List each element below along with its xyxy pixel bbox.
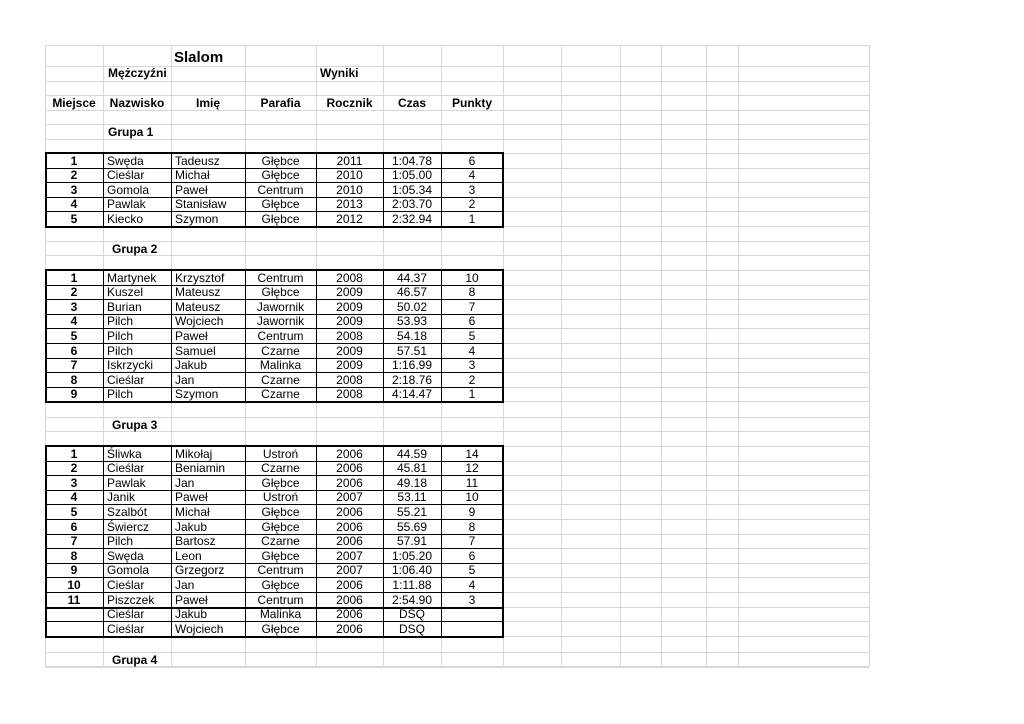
cell-year: 2010: [336, 183, 363, 197]
cell-year: 2006: [336, 520, 363, 534]
cell-surname: Cieślar: [107, 168, 145, 182]
category-label: Mężczyźni: [108, 66, 167, 80]
cell-points: 8: [468, 520, 476, 534]
cell-points: 12: [465, 461, 479, 475]
cell-place: 3: [70, 476, 78, 490]
cell-parish: Centrum: [257, 271, 304, 285]
cell-place: 10: [67, 578, 81, 592]
cell-parish: Głębce: [261, 168, 300, 182]
cell-name: Jan: [175, 373, 195, 387]
cell-place: 2: [70, 168, 78, 182]
cell-year: 2006: [336, 622, 363, 636]
cell-name: Jakub: [175, 520, 208, 534]
cell-points: 1: [468, 212, 476, 226]
cell-points: 6: [468, 154, 476, 168]
cell-parish: Głębce: [261, 622, 300, 636]
cell-name: Wojciech: [175, 314, 224, 328]
cell-time: 1:11.88: [392, 578, 432, 592]
column-header: Punkty: [451, 96, 492, 110]
cell-year: 2006: [336, 505, 363, 519]
cell-points: 7: [468, 534, 476, 548]
cell-surname: Janik: [107, 490, 136, 504]
cell-surname: Pilch: [107, 314, 134, 328]
cell-points: 6: [468, 549, 476, 563]
cell-year: 2006: [336, 534, 363, 548]
cell-surname: Cieślar: [107, 373, 145, 387]
cell-time: DSQ: [398, 607, 425, 621]
cell-surname: Swęda: [107, 549, 144, 563]
cell-time: 45.81: [396, 461, 428, 475]
cell-place: 2: [70, 285, 78, 299]
cell-points: 8: [468, 285, 476, 299]
cell-time: 1:05.20: [391, 549, 433, 563]
cell-points: 6: [468, 314, 476, 328]
cell-surname: Burian: [107, 300, 142, 314]
cell-parish: Centrum: [257, 563, 304, 577]
cell-name: Jan: [175, 578, 195, 592]
cell-time: 53.93: [396, 314, 428, 328]
cell-surname: Iskrzycki: [107, 358, 153, 372]
cell-place: 1: [70, 154, 78, 168]
cell-surname: Gomola: [107, 183, 150, 197]
cell-points: 10: [465, 271, 479, 285]
cell-year: 2006: [336, 447, 363, 461]
cell-parish: Głębce: [261, 505, 300, 519]
cell-time: DSQ: [398, 622, 425, 636]
cell-points: 2: [468, 197, 476, 211]
cell-parish: Centrum: [257, 593, 304, 607]
cell-parish: Malinka: [259, 607, 302, 621]
cell-time: 57.51: [396, 344, 428, 358]
cell-year: 2008: [336, 373, 363, 387]
cell-place: [45, 607, 103, 621]
column-header: Nazwisko: [109, 96, 165, 110]
group-label: Grupa 3: [112, 418, 158, 432]
cell-place: 1: [70, 447, 78, 461]
cell-name: Szymon: [175, 387, 219, 401]
cell-parish: Malinka: [259, 358, 302, 372]
cell-place: 4: [70, 490, 78, 504]
cell-points: 4: [468, 344, 476, 358]
cell-surname: Pilch: [107, 329, 134, 343]
cell-place: 7: [70, 534, 78, 548]
cell-name: Bartosz: [175, 534, 216, 548]
cell-name: Mateusz: [175, 300, 221, 314]
cell-time: 2:54.90: [391, 593, 433, 607]
cell-parish: Czarne: [261, 461, 300, 475]
cell-place: 9: [70, 563, 78, 577]
cell-name: Paweł: [175, 183, 208, 197]
cell-parish: Centrum: [257, 329, 304, 343]
cell-surname: Cieślar: [107, 622, 145, 636]
cell-year: 2006: [336, 476, 363, 490]
cell-year: 2006: [336, 461, 363, 475]
cell-year: 2010: [336, 168, 363, 182]
cell-points: 3: [468, 358, 476, 372]
cell-place: 6: [70, 344, 78, 358]
cell-place: 5: [70, 212, 78, 226]
cell-time: 44.37: [396, 271, 428, 285]
cell-year: 2006: [336, 593, 363, 607]
cell-name: Paweł: [175, 329, 208, 343]
cell-time: 1:04.78: [391, 154, 433, 168]
cell-surname: Pilch: [107, 387, 134, 401]
cell-place: 11: [67, 593, 81, 607]
cell-points: 11: [465, 476, 479, 490]
cell-name: Beniamin: [175, 461, 226, 475]
cell-points: [441, 607, 503, 621]
cell-place: 1: [70, 271, 78, 285]
grid-row-line: [45, 110, 869, 111]
cell-place: 2: [70, 461, 78, 475]
cell-name: Szymon: [175, 212, 219, 226]
column-header: Parafia: [260, 96, 301, 110]
cell-year: 2007: [336, 490, 363, 504]
cell-parish: Czarne: [261, 534, 300, 548]
cell-time: 1:16.99: [391, 358, 433, 372]
cell-surname: Martynek: [107, 271, 157, 285]
cell-name: Mikołaj: [175, 447, 213, 461]
cell-year: 2006: [336, 578, 363, 592]
cell-points: 14: [465, 447, 479, 461]
cell-surname: Cieślar: [107, 607, 145, 621]
cell-place: 4: [70, 197, 78, 211]
cell-year: 2008: [336, 387, 363, 401]
cell-parish: Centrum: [257, 183, 304, 197]
cell-points: 5: [468, 329, 476, 343]
cell-time: 50.02: [396, 300, 428, 314]
cell-time: 2:03.70: [391, 197, 433, 211]
cell-parish: Ustroń: [262, 490, 299, 504]
cell-time: 1:05.34: [391, 183, 433, 197]
cell-surname: Pawlak: [107, 476, 146, 490]
cell-name: Jakub: [175, 358, 208, 372]
cell-parish: Głębce: [261, 197, 300, 211]
cell-year: 2012: [336, 212, 363, 226]
group-label: Grupa 4: [112, 653, 158, 667]
cell-place: 3: [70, 183, 78, 197]
group-label: Grupa 2: [112, 242, 158, 256]
cell-time: 4:14.47: [391, 387, 433, 401]
cell-name: Stanisław: [175, 197, 227, 211]
cell-parish: Czarne: [261, 344, 300, 358]
cell-points: [441, 622, 503, 636]
cell-place: 9: [70, 387, 78, 401]
cell-surname: Cieślar: [107, 578, 145, 592]
cell-name: Mateusz: [175, 285, 221, 299]
sheet-title: Slalom: [174, 49, 224, 66]
column-header: Imię: [195, 96, 220, 110]
cell-time: 1:06.40: [391, 563, 433, 577]
cell-year: 2007: [336, 549, 363, 563]
cell-time: 53.11: [397, 490, 427, 504]
group-label: Grupa 1: [108, 125, 154, 139]
cell-year: 2008: [336, 329, 363, 343]
grid-row-line: [45, 45, 869, 46]
cell-place: 4: [70, 314, 78, 328]
cell-name: Tadeusz: [175, 154, 220, 168]
cell-year: 2011: [336, 154, 363, 168]
cell-place: 8: [70, 549, 78, 563]
cell-place: 3: [70, 300, 78, 314]
cell-time: 49.18: [396, 476, 428, 490]
cell-name: Michał: [175, 505, 210, 519]
cell-surname: Piszczek: [107, 593, 155, 607]
cell-points: 2: [468, 373, 476, 387]
cell-surname: Pilch: [107, 534, 134, 548]
cell-points: 3: [468, 183, 476, 197]
cell-time: 44.59: [396, 447, 428, 461]
cell-name: Jan: [175, 476, 195, 490]
cell-year: 2013: [336, 197, 363, 211]
cell-name: Leon: [175, 549, 202, 563]
cell-parish: Głębce: [261, 520, 300, 534]
cell-time: 55.21: [396, 505, 428, 519]
cell-parish: Ustroń: [262, 447, 299, 461]
cell-surname: Szalbót: [107, 505, 148, 519]
cell-surname: Kuszel: [107, 285, 144, 299]
cell-points: 4: [468, 578, 476, 592]
column-header: Czas: [397, 96, 426, 110]
grid-row-line: [45, 139, 869, 140]
cell-year: 2009: [336, 300, 363, 314]
column-header: Miejsce: [52, 96, 96, 110]
grid-col-line: [869, 45, 870, 667]
cell-parish: Jawornik: [256, 300, 305, 314]
cell-name: Paweł: [175, 593, 208, 607]
cell-place: 6: [70, 520, 78, 534]
cell-place: 7: [70, 358, 78, 372]
cell-surname: Cieślar: [107, 461, 145, 475]
column-header: Rocznik: [326, 96, 373, 110]
cell-place: [45, 622, 103, 636]
cell-name: Krzysztof: [175, 271, 225, 285]
cell-points: 9: [468, 505, 476, 519]
cell-time: 1:05.00: [391, 168, 433, 182]
cell-year: 2008: [336, 271, 363, 285]
cell-surname: Kiecko: [107, 212, 144, 226]
cell-points: 3: [468, 593, 476, 607]
cell-surname: Świercz: [107, 520, 150, 534]
cell-place: 5: [70, 505, 78, 519]
cell-time: 2:18.76: [391, 373, 433, 387]
cell-year: 2007: [336, 563, 363, 577]
cell-points: 4: [468, 168, 476, 182]
cell-parish: Głębce: [261, 476, 300, 490]
grid-row-line: [45, 81, 869, 82]
cell-surname: Pilch: [107, 344, 134, 358]
cell-time: 46.57: [396, 285, 428, 299]
cell-surname: Swęda: [107, 154, 144, 168]
cell-points: 7: [468, 300, 476, 314]
cell-parish: Głębce: [261, 212, 300, 226]
cell-points: 5: [468, 563, 476, 577]
cell-time: 2:32.94: [391, 212, 433, 226]
cell-name: Wojciech: [175, 622, 224, 636]
cell-time: 55.69: [396, 520, 428, 534]
cell-year: 2009: [336, 314, 363, 328]
cell-year: 2009: [336, 285, 363, 299]
cell-name: Grzegorz: [175, 563, 225, 577]
cell-parish: Głębce: [261, 285, 300, 299]
cell-surname: Pawlak: [107, 197, 146, 211]
results-label: Wyniki: [320, 66, 359, 80]
cell-name: Michał: [175, 168, 210, 182]
grid-row-line: [45, 667, 869, 668]
cell-name: Paweł: [175, 490, 208, 504]
cell-place: 8: [70, 373, 78, 387]
cell-parish: Czarne: [261, 387, 300, 401]
cell-time: 54.18: [396, 329, 428, 343]
cell-year: 2009: [336, 358, 363, 372]
cell-year: 2006: [336, 607, 363, 621]
cell-parish: Głębce: [261, 549, 300, 563]
cell-time: 57.91: [396, 534, 428, 548]
cell-name: Jakub: [175, 607, 208, 621]
cell-place: 5: [70, 329, 78, 343]
cell-parish: Głębce: [261, 578, 300, 592]
cell-points: 10: [465, 490, 479, 504]
cell-year: 2009: [336, 344, 363, 358]
cell-parish: Czarne: [261, 373, 300, 387]
cell-surname: Gomola: [107, 563, 150, 577]
cell-name: Samuel: [175, 344, 216, 358]
cell-parish: Jawornik: [256, 314, 305, 328]
cell-parish: Głębce: [261, 154, 300, 168]
cell-points: 1: [468, 387, 476, 401]
cell-surname: Śliwka: [107, 447, 142, 461]
